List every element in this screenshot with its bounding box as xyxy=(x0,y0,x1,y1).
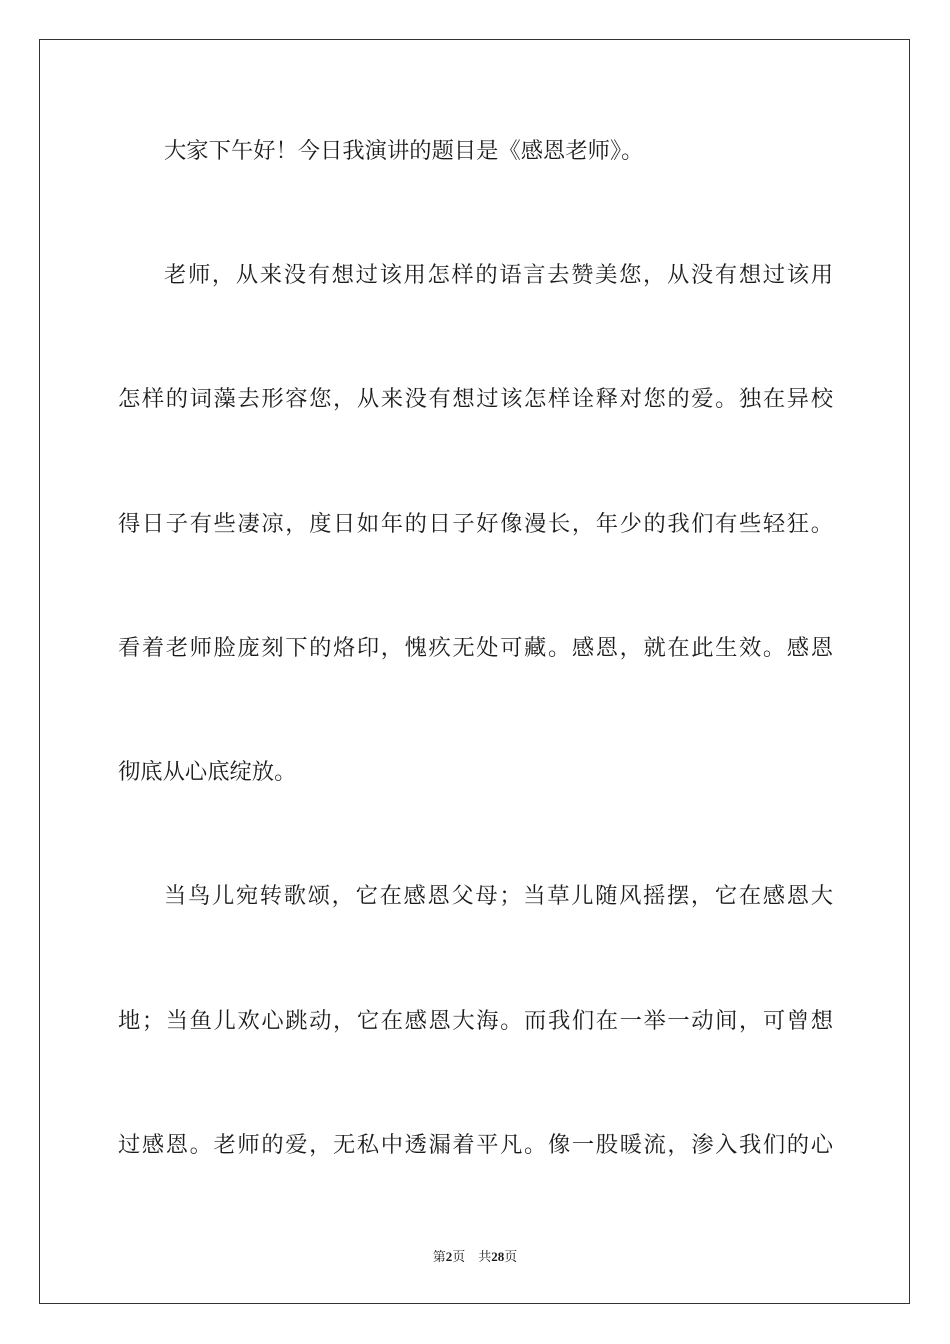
total-prefix: 共 xyxy=(478,1249,492,1264)
paragraph-1-line-1: 大家下午好！今日我演讲的题目是《感恩老师》。 xyxy=(164,138,644,164)
paragraph-3-line-1: 当鸟儿宛转歌颂，它在感恩父母；当草儿随风摇摆，它在感恩大 xyxy=(164,883,833,909)
page-border xyxy=(39,39,910,1304)
page-number: 2 xyxy=(445,1249,453,1264)
paragraph-2-line-4: 看着老师脸庞刻下的烙印，愧疚无处可藏。感恩，就在此生效。感恩 xyxy=(118,635,833,661)
paragraph-2-line-2: 怎样的词藻去形容您，从来没有想过该怎样诠释对您的爱。独在异校 xyxy=(118,386,833,412)
page-suffix: 页 xyxy=(452,1249,466,1264)
paragraph-2-line-1: 老师，从来没有想过该用怎样的语言去赞美您，从没有想过该用 xyxy=(164,262,833,288)
page-footer xyxy=(0,1246,950,1265)
paragraph-3-line-2: 地；当鱼儿欢心跳动，它在感恩大海。而我们在一举一动间，可曾想 xyxy=(118,1008,833,1034)
paragraph-2-line-5: 彻底从心底绽放。 xyxy=(118,759,297,785)
total-suffix: 页 xyxy=(504,1249,518,1264)
total-pages: 28 xyxy=(491,1249,505,1264)
paragraph-3-line-3: 过感恩。老师的爱，无私中透漏着平凡。像一股暖流，渗入我们的心 xyxy=(118,1132,833,1158)
paragraph-2-line-3: 得日子有些凄凉，度日如年的日子好像漫长，年少的我们有些轻狂。 xyxy=(118,511,833,537)
page-prefix: 第 xyxy=(432,1249,446,1264)
